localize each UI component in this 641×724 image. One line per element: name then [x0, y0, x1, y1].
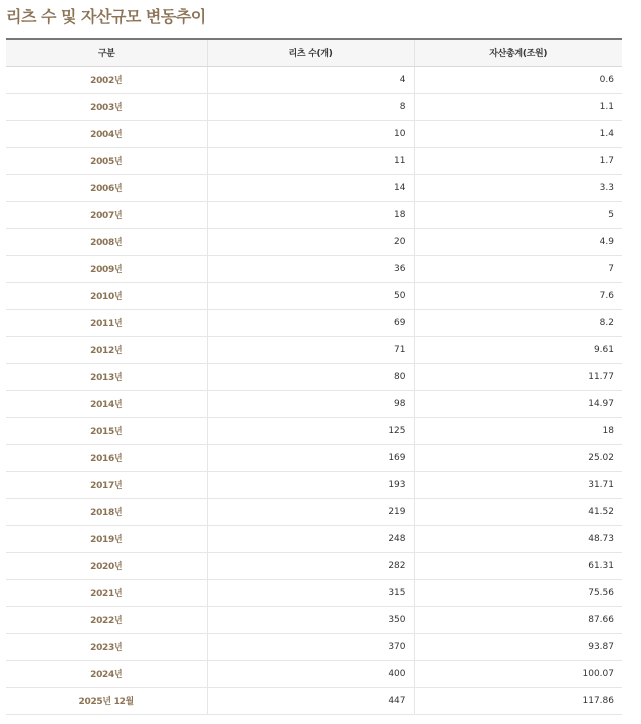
total-assets-cell: 61.31: [414, 552, 622, 579]
table-row: [6, 363, 622, 390]
period-cell: 2007년: [6, 201, 207, 228]
reits-count-cell: 69: [207, 309, 414, 336]
reits-count-cell: 8: [207, 93, 414, 120]
period-cell: 2015년: [6, 417, 207, 444]
total-assets-cell: 100.07: [414, 660, 622, 687]
total-assets-cell: 1.4: [414, 120, 622, 147]
total-assets-cell: 0.6: [414, 66, 622, 93]
reits-count-cell: 193: [207, 471, 414, 498]
reits-count-cell: 125: [207, 417, 414, 444]
reits-count-cell: 18: [207, 201, 414, 228]
table-row: [6, 525, 622, 552]
total-assets-cell: 18: [414, 417, 622, 444]
table-row: [6, 147, 622, 174]
reits-table: [6, 38, 622, 715]
period-cell: 2017년: [6, 471, 207, 498]
total-assets-cell: 25.02: [414, 444, 622, 471]
header-row: [6, 39, 622, 66]
table-row: [6, 282, 622, 309]
table-row: [6, 174, 622, 201]
reits-count-cell: 4: [207, 66, 414, 93]
total-assets-cell: 7.6: [414, 282, 622, 309]
period-cell: 2020년: [6, 552, 207, 579]
table-row: [6, 687, 622, 714]
reits-count-cell: 98: [207, 390, 414, 417]
total-assets-cell: 117.86: [414, 687, 622, 714]
table-row: [6, 66, 622, 93]
reits-count-cell: 50: [207, 282, 414, 309]
period-cell: 2022년: [6, 606, 207, 633]
period-cell: 2013년: [6, 363, 207, 390]
total-assets-cell: 48.73: [414, 525, 622, 552]
table-row: [6, 552, 622, 579]
reits-count-cell: 36: [207, 255, 414, 282]
table-row: [6, 417, 622, 444]
total-assets-cell: 1.7: [414, 147, 622, 174]
total-assets-cell: 11.77: [414, 363, 622, 390]
period-cell: 2014년: [6, 390, 207, 417]
column-header-total-assets: 자산총계(조원): [414, 39, 622, 66]
total-assets-cell: 31.71: [414, 471, 622, 498]
period-cell: 2023년: [6, 633, 207, 660]
table-row: [6, 498, 622, 525]
table-row: [6, 255, 622, 282]
table-header: [6, 39, 622, 66]
reits-count-cell: 350: [207, 606, 414, 633]
total-assets-cell: 1.1: [414, 93, 622, 120]
period-cell: 2004년: [6, 120, 207, 147]
period-cell: 2010년: [6, 282, 207, 309]
reits-count-cell: 282: [207, 552, 414, 579]
reits-count-cell: 80: [207, 363, 414, 390]
reits-count-cell: 400: [207, 660, 414, 687]
table-row: [6, 444, 622, 471]
total-assets-cell: 93.87: [414, 633, 622, 660]
page-title: 리츠 수 및 자산규모 변동추이: [6, 7, 206, 26]
period-cell: 2021년: [6, 579, 207, 606]
reits-count-cell: 11: [207, 147, 414, 174]
total-assets-cell: 41.52: [414, 498, 622, 525]
total-assets-cell: 75.56: [414, 579, 622, 606]
total-assets-cell: 3.3: [414, 174, 622, 201]
period-cell: 2024년: [6, 660, 207, 687]
table-row: [6, 201, 622, 228]
period-cell: 2016년: [6, 444, 207, 471]
reits-count-cell: 370: [207, 633, 414, 660]
reits-count-cell: 10: [207, 120, 414, 147]
table-row: [6, 336, 622, 363]
reits-count-cell: 248: [207, 525, 414, 552]
table-row: [6, 633, 622, 660]
reits-count-cell: 219: [207, 498, 414, 525]
period-cell: 2008년: [6, 228, 207, 255]
reits-count-cell: 169: [207, 444, 414, 471]
total-assets-cell: 5: [414, 201, 622, 228]
reits-count-cell: 14: [207, 174, 414, 201]
total-assets-cell: 4.9: [414, 228, 622, 255]
total-assets-cell: 14.97: [414, 390, 622, 417]
period-cell: 2009년: [6, 255, 207, 282]
table-row: [6, 660, 622, 687]
period-cell: 2002년: [6, 66, 207, 93]
table-row: [6, 390, 622, 417]
table-row: [6, 579, 622, 606]
period-cell: 2003년: [6, 93, 207, 120]
table-row: [6, 120, 622, 147]
reits-count-cell: 20: [207, 228, 414, 255]
column-header-period: 구분: [6, 39, 207, 66]
total-assets-cell: 8.2: [414, 309, 622, 336]
table-row: [6, 471, 622, 498]
reits-count-cell: 447: [207, 687, 414, 714]
reits-count-cell: 315: [207, 579, 414, 606]
column-header-reits-count: 리츠 수(개): [207, 39, 414, 66]
reits-count-cell: 71: [207, 336, 414, 363]
period-cell: 2019년: [6, 525, 207, 552]
total-assets-cell: 7: [414, 255, 622, 282]
period-cell: 2006년: [6, 174, 207, 201]
table-row: [6, 228, 622, 255]
period-cell: 2018년: [6, 498, 207, 525]
table-body: [6, 66, 622, 714]
period-cell: 2005년: [6, 147, 207, 174]
total-assets-cell: 87.66: [414, 606, 622, 633]
table-row: [6, 309, 622, 336]
table-row: [6, 93, 622, 120]
reits-table-container: [6, 38, 622, 715]
period-cell: 2025년 12월: [6, 687, 207, 714]
total-assets-cell: 9.61: [414, 336, 622, 363]
period-cell: 2012년: [6, 336, 207, 363]
table-row: [6, 606, 622, 633]
period-cell: 2011년: [6, 309, 207, 336]
